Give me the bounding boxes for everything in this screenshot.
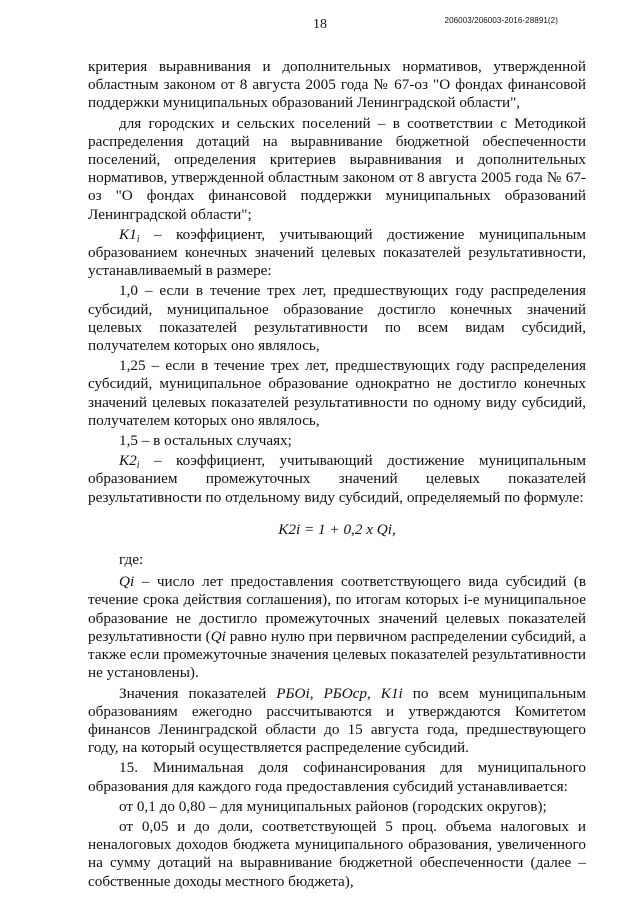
document-body: [88, 58, 586, 893]
paragraph: 1,25 – если в течение трех лет, предшествующих году распределения субсидий, муниципальное образование однократно не достигло конечных значений целевых показателей результативности по одному виду субсидий, получателем которых оно являлось,: [88, 357, 586, 429]
k1-symbol: $K1_i$: [119, 225, 140, 245]
paragraph: для городских и сельских поселений – в соответствии с Методикой распределения дотаций на выравнивание бюджетной обеспеченности поселений, определения критериев выравнивания и дополнительных нормативов, утвержденной областным законом от 8 августа 2005 года № 67-оз "О фондах финансовой поддержки муниципальных образований Ленинградской области";: [88, 114, 586, 223]
paragraph-k1: [88, 226, 586, 281]
paragraph: от 0,1 до 0,80 – для муниципальных районов (городских округов);: [119, 797, 547, 815]
where-label: где:: [119, 551, 144, 569]
k2-symbol: $K2_i$: [119, 452, 140, 472]
qi-symbol: Qi: [119, 573, 135, 591]
paragraph: от 0,05 и до доли, соответствующей 5 проц. объема налоговых и неналоговых доходов бюджета муниципального образования, увеличенного на сумму дотаций на выравнивание бюджетной обеспеченности (далее – собственные доходы местного бюджета),: [88, 817, 586, 890]
paragraph: 1,0 – если в течение трех лет, предшествующих году распределения субсидий, муниципальное образование достигло конечных значений целевых показателей результативности по всем видам субсидий, получателем которых оно являлось,: [88, 282, 586, 355]
page-number: 18: [313, 17, 327, 32]
formula: K2i = 1 + 0,2 x Qi,: [278, 520, 396, 538]
paragraph: 1,5 – в остальных случаях;: [119, 432, 292, 450]
k2-definition: – коэффициент, учитывающий достижение муниципальным образованием промежуточных значений целевых показателей результативности по отдельному виду субсидий, определяемый по формуле:: [88, 452, 586, 506]
paragraph-qi: Qi – число лет предоставления соответствующего вида субсидий (в течение срока действия соглашения), по итогам которых i-е муниципальное образование не достигло промежуточных значений целевых показателей результативности (Qi равно нулю при первичном распределении субсидий, а также если промежуточные значения целевых показателей результативности не установлены).: [88, 573, 586, 682]
document-code: 206003/206003-2016-28891(2): [444, 16, 558, 25]
qi-symbol-inline: Qi: [210, 627, 226, 645]
paragraph-section-15: 15. Минимальная доля софинансирования для муниципального образования для каждого года предоставления субсидий устанавливается:: [88, 759, 586, 795]
values-variables: РБОi, РБОср, K1i: [276, 684, 403, 702]
k1-definition: – коэффициент, учитывающий достижение муниципальным образованием конечных значений целевых показателей результативности, устанавливаемый в размере:: [88, 225, 586, 280]
paragraph: критерия выравнивания и дополнительных нормативов, утвержденной областным законом от 8 августа 2005 года № 67-оз "О фондах финансовой поддержки муниципальных образований Ленинградской области",: [88, 58, 586, 112]
paragraph-values: Значения показателей РБОi, РБОср, K1i по всем муниципальным образованиям ежегодно рассчитываются и утверждаются Комитетом финансов Ленинградской области до 15 августа года, предшествующего году, на который осуществляется распределение субсидий.: [88, 684, 586, 757]
paragraph-k2: [88, 452, 586, 507]
